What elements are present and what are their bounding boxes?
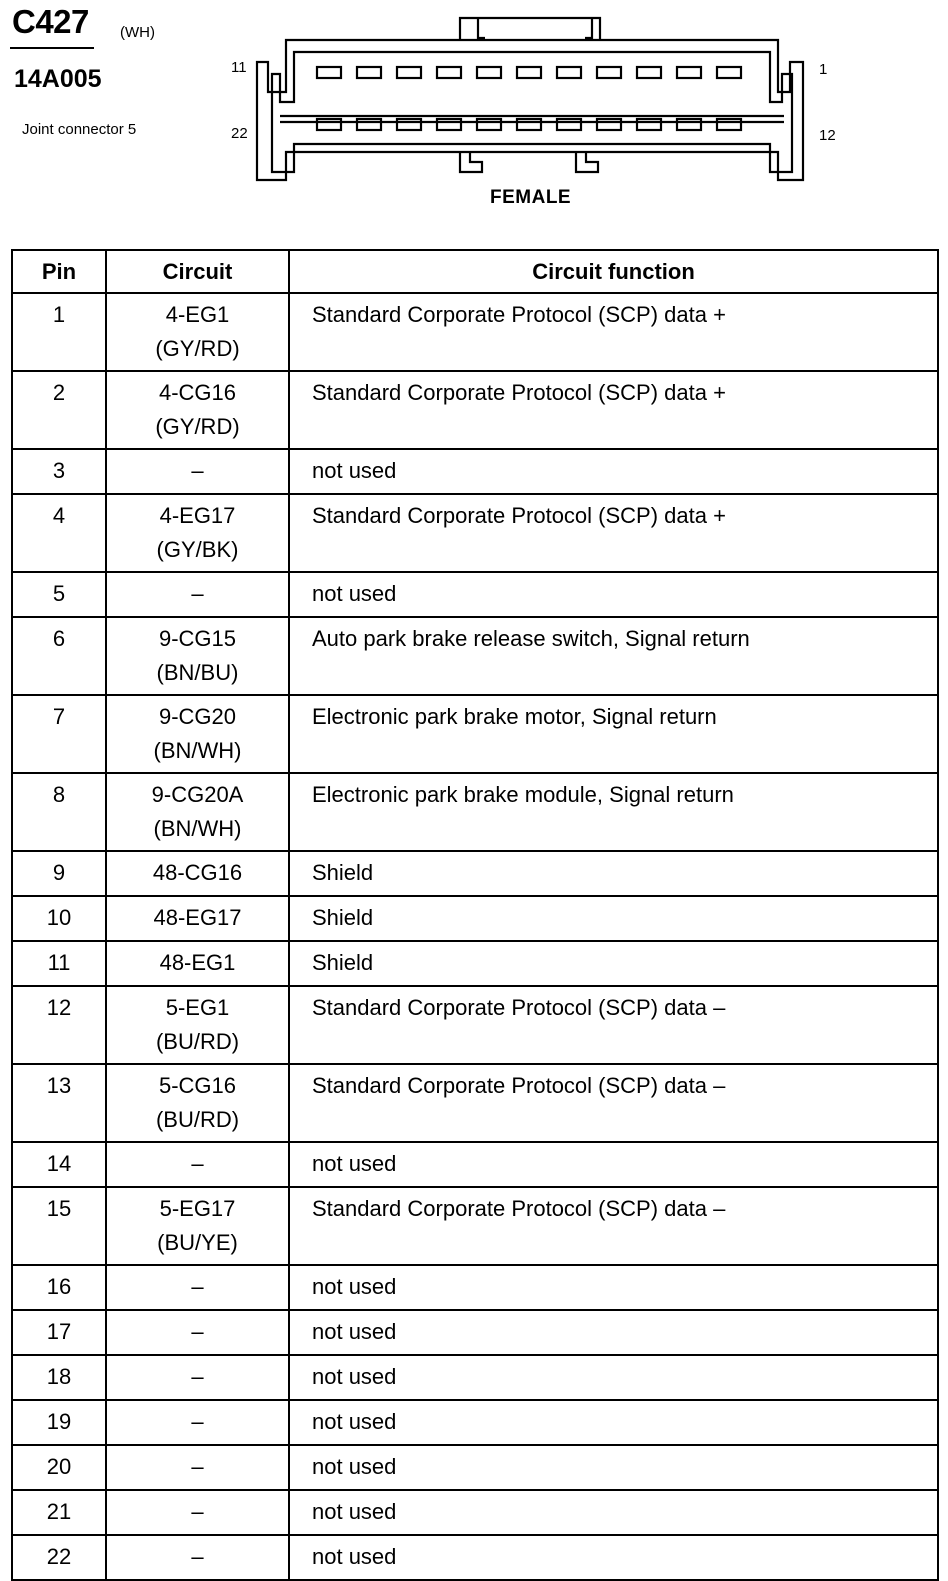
pin-number: 14: [12, 1142, 106, 1187]
circuit-cell: [106, 1490, 289, 1535]
pin-label-bottom-right: 12: [819, 127, 836, 144]
circuit-function: not used: [289, 1355, 938, 1400]
circuit-code: 9-CG15: [158, 626, 237, 651]
table-row: [12, 695, 938, 773]
circuit-function: Standard Corporate Protocol (SCP) data –: [289, 1187, 938, 1265]
pin-number: 8: [12, 773, 106, 851]
connector-top-latch: [460, 18, 600, 40]
connector-inner-cavity: [272, 52, 792, 172]
column-header-pin: Pin: [12, 250, 106, 293]
pin-bottom-cavity: [517, 119, 541, 130]
pin-top-cavity: [717, 67, 741, 78]
table-row: [12, 617, 938, 695]
connector-bottom-key-left: [460, 152, 482, 172]
pin-bottom-cavity: [437, 119, 461, 130]
pin-table-header-row: [12, 250, 938, 293]
pin-number: 1: [12, 293, 106, 371]
circuit-function: not used: [289, 572, 938, 617]
circuit-code: 5-EG1: [165, 995, 230, 1020]
pin-bottom-cavity: [557, 119, 581, 130]
connector-header: [0, 0, 948, 230]
pin-top-cavity: [437, 67, 461, 78]
table-row: [12, 1064, 938, 1142]
pin-bottom-cavity: [637, 119, 661, 130]
circuit-code: 48-EG17: [153, 905, 242, 930]
circuit-cell: [106, 851, 289, 896]
circuit-cell: [106, 1187, 289, 1265]
column-header-circuit: Circuit: [106, 250, 289, 293]
pin-number: 15: [12, 1187, 106, 1265]
pin-top-cavity: [477, 67, 501, 78]
circuit-cell: [106, 572, 289, 617]
circuit-code: –: [191, 1499, 204, 1524]
connector-color: (WH): [120, 24, 155, 41]
circuit-function: Standard Corporate Protocol (SCP) data +: [289, 494, 938, 572]
column-header-circuit-function: Circuit function: [289, 250, 938, 293]
circuit-code: –: [191, 458, 204, 483]
pin-number: 13: [12, 1064, 106, 1142]
circuit-cell: [106, 1400, 289, 1445]
circuit-function: Electronic park brake motor, Signal return: [289, 695, 938, 773]
circuit-code: –: [191, 1409, 204, 1434]
wire-color: (GY/BK): [156, 537, 239, 562]
circuit-function: not used: [289, 1265, 938, 1310]
circuit-code: –: [191, 1364, 204, 1389]
connector-description: Joint connector 5: [22, 121, 137, 138]
pin-row-bottom: [317, 119, 741, 130]
wire-color: (BU/YE): [157, 1230, 238, 1255]
pin-top-cavity: [357, 67, 381, 78]
pin-number: 20: [12, 1445, 106, 1490]
pin-number: 18: [12, 1355, 106, 1400]
circuit-cell: [106, 449, 289, 494]
table-row: [12, 494, 938, 572]
circuit-cell: [106, 1445, 289, 1490]
circuit-code: 5-CG16: [158, 1073, 237, 1098]
connector-id: C427: [12, 3, 89, 40]
circuit-code: –: [191, 1544, 204, 1569]
part-number: 14A005: [14, 65, 102, 93]
pin-number: 16: [12, 1265, 106, 1310]
circuit-code: –: [191, 1319, 204, 1344]
connector-id-underline: [10, 47, 94, 49]
pin-number: 10: [12, 896, 106, 941]
circuit-function: not used: [289, 1445, 938, 1490]
pin-table: [11, 249, 939, 1581]
circuit-cell: [106, 1142, 289, 1187]
connector-face-diagram: [220, 12, 850, 192]
circuit-code: –: [191, 1151, 204, 1176]
connector-bottom-key-right: [576, 152, 598, 172]
pin-bottom-cavity: [597, 119, 621, 130]
table-row: [12, 1355, 938, 1400]
pin-number: 21: [12, 1490, 106, 1535]
table-row: [12, 1142, 938, 1187]
circuit-function: Shield: [289, 851, 938, 896]
table-row: [12, 851, 938, 896]
circuit-cell: [106, 371, 289, 449]
pin-number: 11: [12, 941, 106, 986]
pin-bottom-cavity: [477, 119, 501, 130]
table-row: [12, 371, 938, 449]
circuit-cell: [106, 293, 289, 371]
circuit-code: 48-CG16: [152, 860, 243, 885]
pin-top-cavity: [677, 67, 701, 78]
circuit-code: –: [191, 1274, 204, 1299]
circuit-cell: [106, 494, 289, 572]
wire-color: (GY/RD): [155, 414, 240, 439]
circuit-function: Standard Corporate Protocol (SCP) data –: [289, 1064, 938, 1142]
pin-label-top-left: 11: [231, 59, 247, 76]
table-row: [12, 1445, 938, 1490]
pin-bottom-cavity: [397, 119, 421, 130]
circuit-cell: [106, 986, 289, 1064]
circuit-code: 48-EG1: [159, 950, 236, 975]
circuit-code: 4-EG17: [159, 503, 236, 528]
pin-top-cavity: [557, 67, 581, 78]
connector-gender: FEMALE: [490, 187, 572, 208]
pin-number: 3: [12, 449, 106, 494]
pin-bottom-cavity: [317, 119, 341, 130]
circuit-cell: [106, 1064, 289, 1142]
pin-bottom-cavity: [677, 119, 701, 130]
circuit-code: 4-EG1: [165, 302, 230, 327]
wire-color: (BU/RD): [155, 1029, 240, 1054]
circuit-function: Standard Corporate Protocol (SCP) data +: [289, 293, 938, 371]
pin-bottom-cavity: [357, 119, 381, 130]
circuit-function: Electronic park brake module, Signal return: [289, 773, 938, 851]
circuit-function: Standard Corporate Protocol (SCP) data +: [289, 371, 938, 449]
circuit-cell: [106, 1355, 289, 1400]
circuit-function: not used: [289, 1400, 938, 1445]
table-row: [12, 1400, 938, 1445]
circuit-code: –: [191, 1454, 204, 1479]
pin-number: 17: [12, 1310, 106, 1355]
circuit-function: Auto park brake release switch, Signal return: [289, 617, 938, 695]
circuit-cell: [106, 1310, 289, 1355]
pin-number: 7: [12, 695, 106, 773]
wire-color: (BN/WH): [153, 816, 242, 841]
table-row: [12, 1187, 938, 1265]
pin-label-bottom-left: 22: [231, 125, 248, 142]
circuit-function: Shield: [289, 896, 938, 941]
pin-number: 9: [12, 851, 106, 896]
table-row: [12, 896, 938, 941]
table-row: [12, 773, 938, 851]
circuit-function: not used: [289, 1142, 938, 1187]
pin-top-cavity: [397, 67, 421, 78]
pin-number: 12: [12, 986, 106, 1064]
pin-table-body: [12, 293, 938, 1580]
circuit-cell: [106, 1265, 289, 1310]
circuit-cell: [106, 773, 289, 851]
circuit-function: not used: [289, 1490, 938, 1535]
pin-number: 4: [12, 494, 106, 572]
circuit-code: 9-CG20: [158, 704, 237, 729]
circuit-code: –: [191, 581, 204, 606]
table-row: [12, 941, 938, 986]
circuit-code: 9-CG20A: [151, 782, 244, 807]
pin-number: 22: [12, 1535, 106, 1580]
wire-color: (BU/RD): [155, 1107, 240, 1132]
pin-top-cavity: [517, 67, 541, 78]
pin-number: 2: [12, 371, 106, 449]
pin-top-cavity: [317, 67, 341, 78]
circuit-cell: [106, 617, 289, 695]
circuit-function: not used: [289, 1535, 938, 1580]
table-row: [12, 1310, 938, 1355]
circuit-function: Standard Corporate Protocol (SCP) data –: [289, 986, 938, 1064]
table-row: [12, 293, 938, 371]
pin-number: 5: [12, 572, 106, 617]
table-row: [12, 1490, 938, 1535]
circuit-cell: [106, 941, 289, 986]
connector-latch-detail: [478, 18, 592, 38]
table-row: [12, 449, 938, 494]
circuit-cell: [106, 695, 289, 773]
pin-bottom-cavity: [717, 119, 741, 130]
pin-row-top: [317, 67, 741, 78]
connector-outer-shell: [257, 40, 803, 180]
pin-number: 6: [12, 617, 106, 695]
pin-number: 19: [12, 1400, 106, 1445]
pin-top-cavity: [597, 67, 621, 78]
circuit-code: 4-CG16: [158, 380, 237, 405]
circuit-cell: [106, 896, 289, 941]
table-row: [12, 986, 938, 1064]
wire-color: (GY/RD): [155, 336, 240, 361]
pin-top-cavity: [637, 67, 661, 78]
table-row: [12, 572, 938, 617]
wire-color: (BN/BU): [156, 660, 239, 685]
table-row: [12, 1265, 938, 1310]
wire-color: (BN/WH): [153, 738, 242, 763]
circuit-function: Shield: [289, 941, 938, 986]
circuit-function: not used: [289, 449, 938, 494]
pin-label-top-right: 1: [819, 61, 828, 78]
circuit-code: 5-EG17: [159, 1196, 236, 1221]
circuit-function: not used: [289, 1310, 938, 1355]
